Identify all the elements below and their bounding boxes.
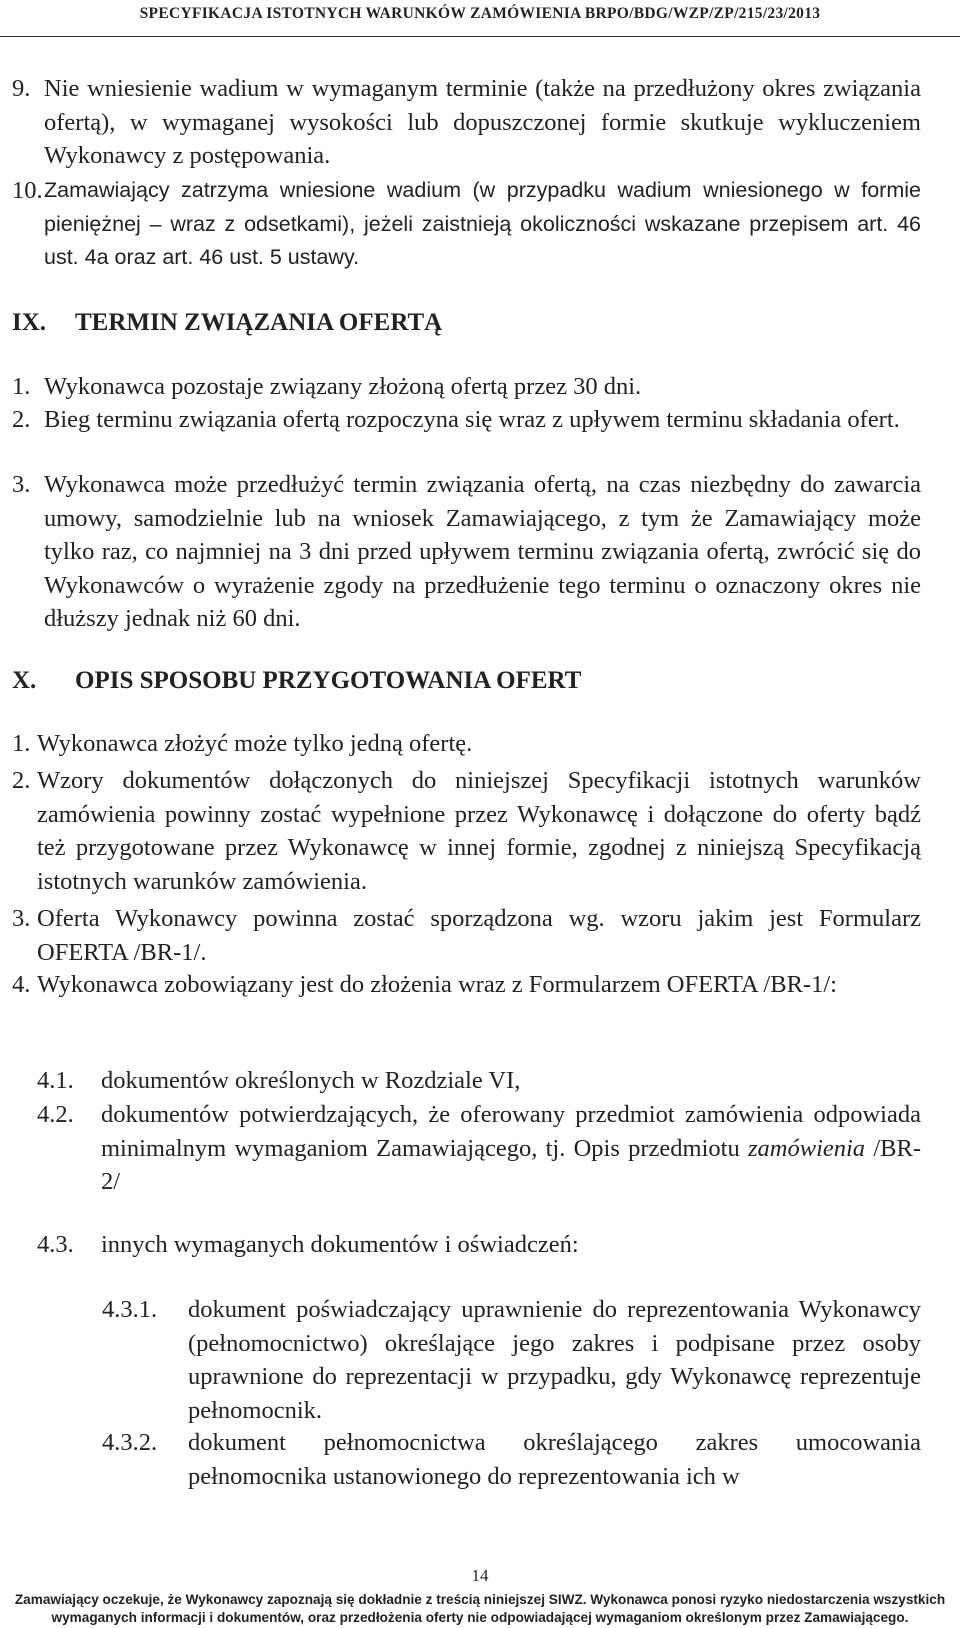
- item-text: Zamawiający zatrzyma wniesione wadium (w przypadku wadium wniesionego w formie pieniężnej – wraz z odsetkami), jeżeli zaistnieją okoliczności wskazane przepisem art. 46 ust. 4a oraz art. 46 ust. 5 ustawy.: [44, 178, 921, 269]
- item-number: 4.: [12, 971, 31, 998]
- list-item: [12, 174, 921, 275]
- item-number: 1.: [12, 730, 31, 757]
- footer-note: [0, 1591, 960, 1627]
- sub-sub-list-item: [102, 1293, 921, 1427]
- sub-list-item: [37, 1064, 921, 1098]
- item-text: dokument poświadczający uprawnienie do reprezentowania Wykonawcy (pełnomocnictwo) określające jego zakres i podpisane przez osoby uprawnione do reprezentacji w przypadku, gdy Wykonawcę reprezentuje pełnomocnik.: [188, 1296, 921, 1424]
- section-title: TERMIN ZWIĄZANIA OFERTĄ: [75, 309, 443, 336]
- item-text: Nie wniesienie wadium w wymaganym terminie (także na przedłużony okres związania ofertą), w wymaganej wysokości lub dopuszczonej formie skutkuje wykluczeniem Wykonawcy z postępowania.: [44, 75, 921, 169]
- sub-list-item: [37, 1098, 921, 1199]
- item-text: Wykonawca zobowiązany jest do złożenia wraz z Formularzem OFERTA /BR-1/:: [37, 971, 837, 998]
- sub-list-item: [37, 1228, 921, 1262]
- sub-sub-list-item: [102, 1426, 921, 1493]
- list-item: [12, 727, 921, 761]
- item-text: Wykonawca złożyć może tylko jedną ofertę.: [37, 730, 473, 757]
- section-title: OPIS SPOSOBU PRZYGOTOWANIA OFERT: [75, 667, 582, 694]
- item-text: Wykonawca może przedłużyć termin związania ofertą, na czas niezbędny do zawarcia umowy, samodzielnie lub na wniosek Zamawiającego, z tym że Zamawiający może tylko raz, co najmniej na 3 dni przed upływem terminu związania ofertą, zwrócić się do Wykonawców o wyrażenie zgody na przedłużenie tego terminu o oznaczony okres nie dłuższy jednak niż 60 dni.: [44, 471, 921, 632]
- item-text-italic: zamówienia: [748, 1134, 866, 1162]
- item-number: 1.: [12, 373, 31, 400]
- page-header-title: SPECYFIKACJA ISTOTNYCH WARUNKÓW ZAMÓWIENIA BRPO/BDG/WZP/ZP/215/23/2013: [139, 5, 821, 22]
- page-number: 14: [471, 1566, 489, 1585]
- list-item: [12, 370, 921, 404]
- item-number: 9.: [12, 75, 31, 102]
- item-number: 3.: [12, 905, 31, 932]
- item-text: dokumentów określonych w Rozdziale VI,: [101, 1067, 521, 1094]
- header-divider: [0, 36, 960, 37]
- item-text: [37, 1098, 921, 1199]
- item-text-part: /BR-2/: [101, 1134, 921, 1195]
- item-number: 3.: [12, 471, 31, 498]
- item-number: 4.2.: [37, 1101, 74, 1128]
- section-number: X.: [12, 667, 37, 694]
- section-number: IX.: [12, 309, 47, 336]
- item-number: 4.3.1.: [102, 1296, 158, 1323]
- list-item: [12, 403, 921, 437]
- list-item: [12, 72, 921, 173]
- footer-note-line: Zamawiający oczekuje, że Wykonawcy zapoznają się dokładnie z treścią niniejszej SIWZ. Wykonawca ponosi ryzyko niedostarczenia wszystkich: [14, 1592, 946, 1607]
- item-number: 2.: [12, 406, 31, 433]
- list-item: [12, 764, 921, 898]
- item-text: innych wymaganych dokumentów i oświadczeń:: [101, 1231, 579, 1258]
- item-text-part: dokumentów potwierdzających, że oferowany przedmiot zamówienia odpowiada minimalnym wymaganiom Zamawiającego, tj. Opis przedmiotu: [101, 1101, 921, 1162]
- list-item: [12, 968, 921, 1002]
- item-number: 10.: [12, 177, 43, 204]
- item-text: dokument pełnomocnictwa określającego zakres umocowania pełnomocnika ustanowionego do reprezentowania ich w: [188, 1429, 921, 1490]
- list-item: [12, 902, 921, 969]
- item-number: 4.1.: [37, 1067, 74, 1094]
- item-text: Bieg terminu związania ofertą rozpoczyna się wraz z upływem terminu składania ofert.: [44, 406, 900, 433]
- item-number: 4.3.2.: [102, 1429, 158, 1456]
- item-text: Wykonawca pozostaje związany złożoną ofertą przez 30 dni.: [44, 373, 642, 400]
- footer-note-line: wymaganych informacji i dokumentów, oraz przedłożenia oferty nie odpowiadającej wymaganiom określonym przez Zamawiającego.: [51, 1610, 909, 1625]
- list-item: [12, 468, 921, 636]
- item-text: Wzory dokumentów dołączonych do niniejszej Specyfikacji istotnych warunków zamówienia powinny zostać wypełnione przez Wykonawcę i dołączone do oferty bądź też przygotowane przez Wykonawcę w innej formie, zgodnej z niniejszą Specyfikacją istotnych warunków zamówienia.: [37, 767, 921, 895]
- item-text: Oferta Wykonawcy powinna zostać sporządzona wg. wzoru jakim jest Formularz OFERTA /BR-1/.: [37, 905, 921, 966]
- item-number: 4.3.: [37, 1231, 74, 1258]
- item-number: 2.: [12, 767, 31, 794]
